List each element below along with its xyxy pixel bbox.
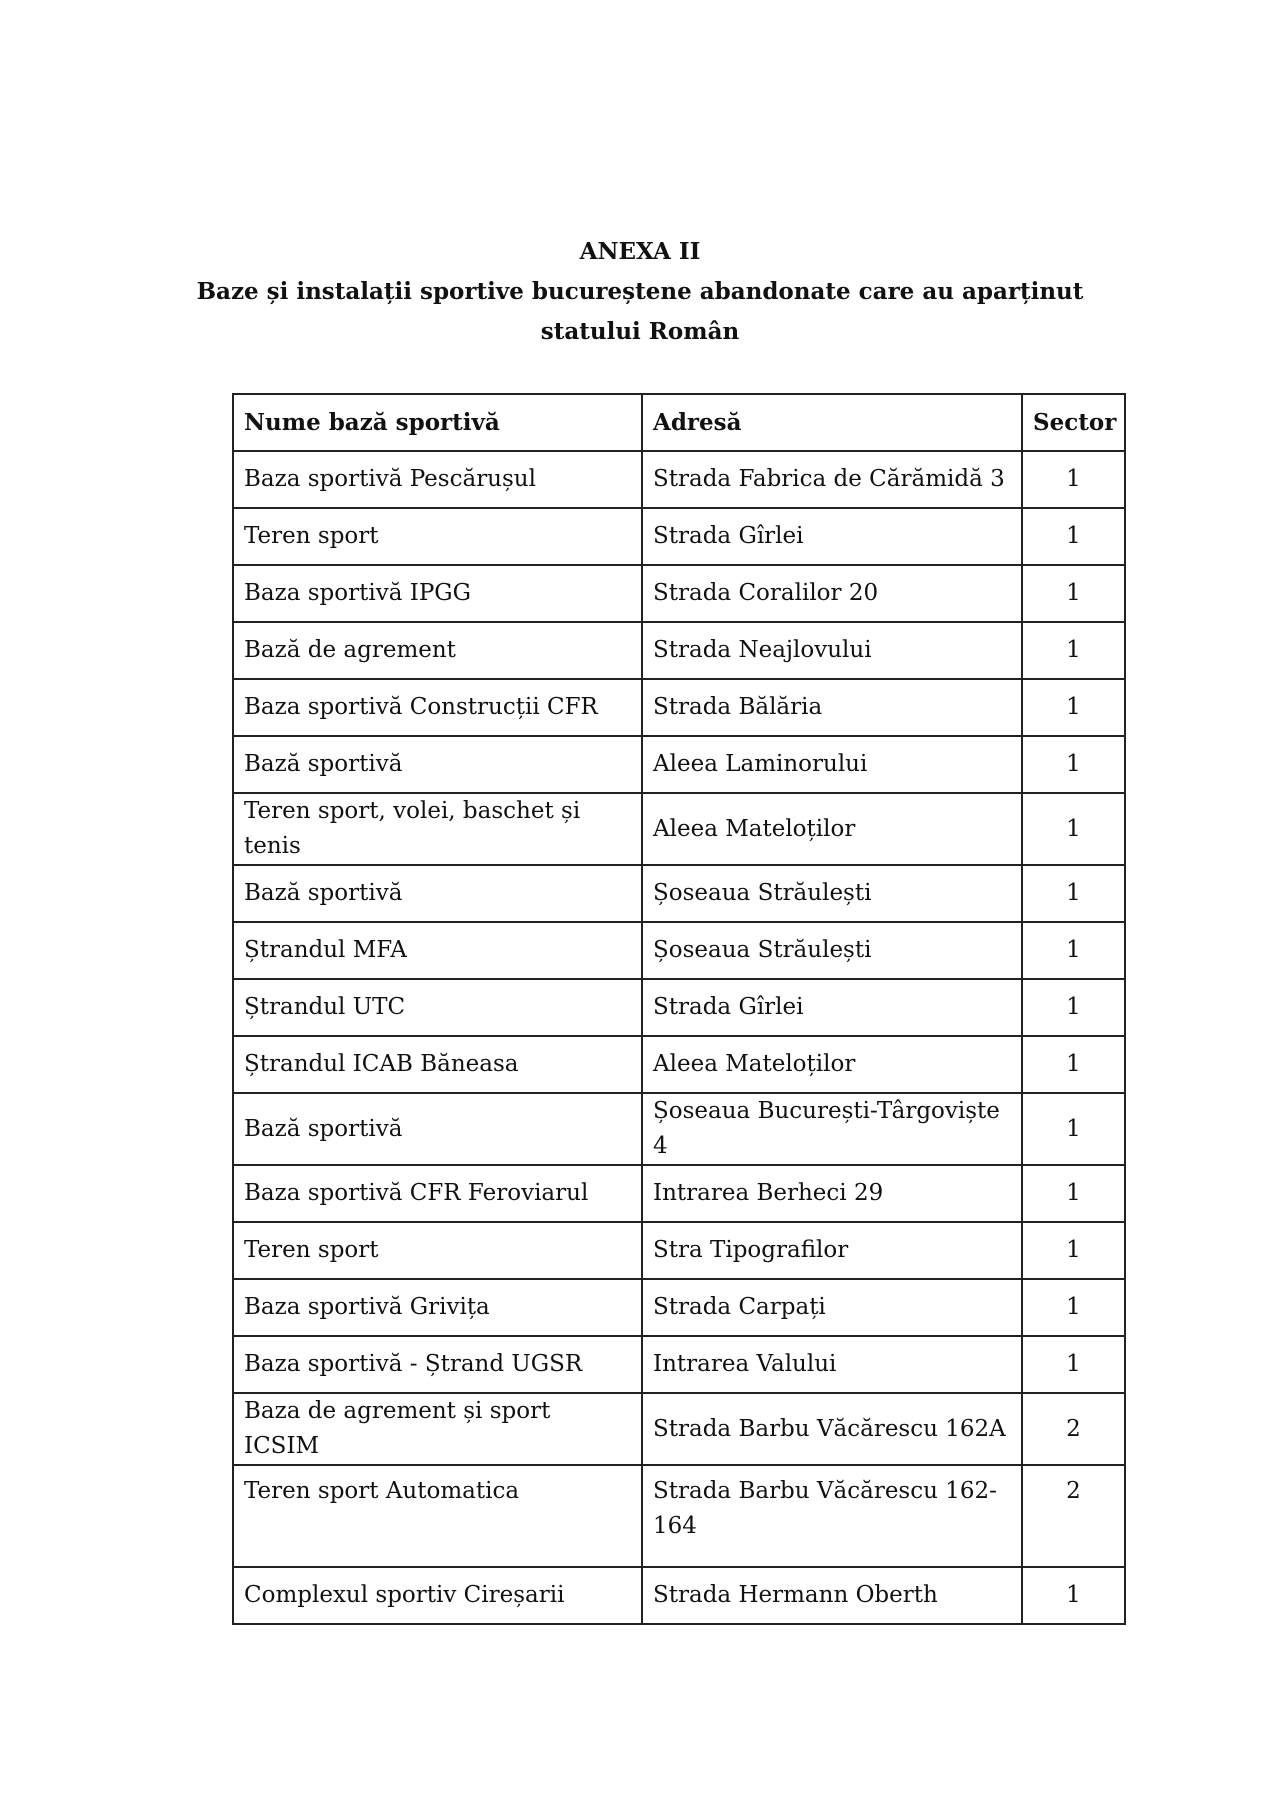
table-row <box>233 508 1125 565</box>
document-heading <box>0 232 1280 352</box>
cell-sector: 1 <box>1022 451 1125 508</box>
column-header-sector: Sector <box>1022 394 1125 451</box>
table-row <box>233 1165 1125 1222</box>
cell-name: Baza sportivă CFR Feroviarul <box>233 1165 642 1222</box>
table-row <box>233 451 1125 508</box>
sports-bases-table <box>232 393 1126 1625</box>
cell-address: Aleea Mateloților <box>642 1036 1022 1093</box>
cell-name: Teren sport <box>233 508 642 565</box>
cell-name: Teren sport <box>233 1222 642 1279</box>
cell-address: Șoseaua Străulești <box>642 865 1022 922</box>
cell-name: Teren sport, volei, baschet și tenis <box>233 793 642 865</box>
cell-address: Strada Bălăria <box>642 679 1022 736</box>
table-header-row <box>233 394 1125 451</box>
document-subtitle: Baze și instalații sportive bucureștene abandonate care au aparținut statului Român <box>196 278 1084 345</box>
table-row <box>233 1036 1125 1093</box>
document-title: ANEXA II <box>579 238 701 265</box>
cell-name: Complexul sportiv Cireșarii <box>233 1567 642 1624</box>
table-row <box>233 922 1125 979</box>
cell-name: Baza sportivă - Ștrand UGSR <box>233 1336 642 1393</box>
cell-address: Strada Carpați <box>642 1279 1022 1336</box>
table-row <box>233 1279 1125 1336</box>
cell-sector: 1 <box>1022 1222 1125 1279</box>
cell-name: Ștrandul MFA <box>233 922 642 979</box>
column-header-name: Nume bază sportivă <box>233 394 642 451</box>
table-row <box>233 565 1125 622</box>
cell-name: Baza sportivă Grivița <box>233 1279 642 1336</box>
cell-sector: 1 <box>1022 1093 1125 1165</box>
cell-sector: 1 <box>1022 1279 1125 1336</box>
cell-sector: 1 <box>1022 508 1125 565</box>
cell-sector: 1 <box>1022 793 1125 865</box>
table-row <box>233 1336 1125 1393</box>
cell-sector: 1 <box>1022 565 1125 622</box>
table-row <box>233 1093 1125 1165</box>
cell-address: Aleea Laminorului <box>642 736 1022 793</box>
table-row <box>233 865 1125 922</box>
cell-address: Strada Gîrlei <box>642 979 1022 1036</box>
cell-address: Strada Hermann Oberth <box>642 1567 1022 1624</box>
cell-name: Baza de agrement și sport ICSIM <box>233 1393 642 1465</box>
cell-name: Bază sportivă <box>233 736 642 793</box>
table-row <box>233 1393 1125 1465</box>
cell-sector: 1 <box>1022 622 1125 679</box>
cell-sector: 1 <box>1022 736 1125 793</box>
cell-address: Stra Tipografilor <box>642 1222 1022 1279</box>
table-row <box>233 679 1125 736</box>
cell-address: Strada Neajlovului <box>642 622 1022 679</box>
cell-sector: 1 <box>1022 1567 1125 1624</box>
cell-name: Baza sportivă Pescărușul <box>233 451 642 508</box>
cell-name: Bază sportivă <box>233 865 642 922</box>
cell-name: Ștrandul ICAB Băneasa <box>233 1036 642 1093</box>
table-row <box>233 736 1125 793</box>
cell-address: Șoseaua București-Târgoviște 4 <box>642 1093 1022 1165</box>
table-row <box>233 793 1125 865</box>
cell-sector: 2 <box>1022 1393 1125 1465</box>
table-row <box>233 979 1125 1036</box>
cell-address: Strada Coralilor 20 <box>642 565 1022 622</box>
cell-sector: 1 <box>1022 1036 1125 1093</box>
cell-sector: 1 <box>1022 679 1125 736</box>
cell-name: Teren sport Automatica <box>233 1465 642 1567</box>
cell-sector: 1 <box>1022 1165 1125 1222</box>
cell-address: Intrarea Valului <box>642 1336 1022 1393</box>
cell-name: Ștrandul UTC <box>233 979 642 1036</box>
table-row <box>233 1567 1125 1624</box>
table-row <box>233 622 1125 679</box>
cell-sector: 2 <box>1022 1465 1125 1567</box>
cell-name: Bază sportivă <box>233 1093 642 1165</box>
cell-sector: 1 <box>1022 979 1125 1036</box>
cell-sector: 1 <box>1022 1336 1125 1393</box>
cell-sector: 1 <box>1022 865 1125 922</box>
cell-name: Bază de agrement <box>233 622 642 679</box>
cell-name: Baza sportivă IPGG <box>233 565 642 622</box>
cell-sector: 1 <box>1022 922 1125 979</box>
cell-address: Strada Barbu Văcărescu 162A <box>642 1393 1022 1465</box>
cell-address: Strada Gîrlei <box>642 508 1022 565</box>
cell-address: Strada Fabrica de Cărămidă 3 <box>642 451 1022 508</box>
table-row <box>233 1465 1125 1567</box>
table-row <box>233 1222 1125 1279</box>
cell-name: Baza sportivă Construcții CFR <box>233 679 642 736</box>
column-header-address: Adresă <box>642 394 1022 451</box>
cell-address: Șoseaua Străulești <box>642 922 1022 979</box>
cell-address: Strada Barbu Văcărescu 162-164 <box>642 1465 1022 1567</box>
cell-address: Aleea Mateloților <box>642 793 1022 865</box>
cell-address: Intrarea Berheci 29 <box>642 1165 1022 1222</box>
